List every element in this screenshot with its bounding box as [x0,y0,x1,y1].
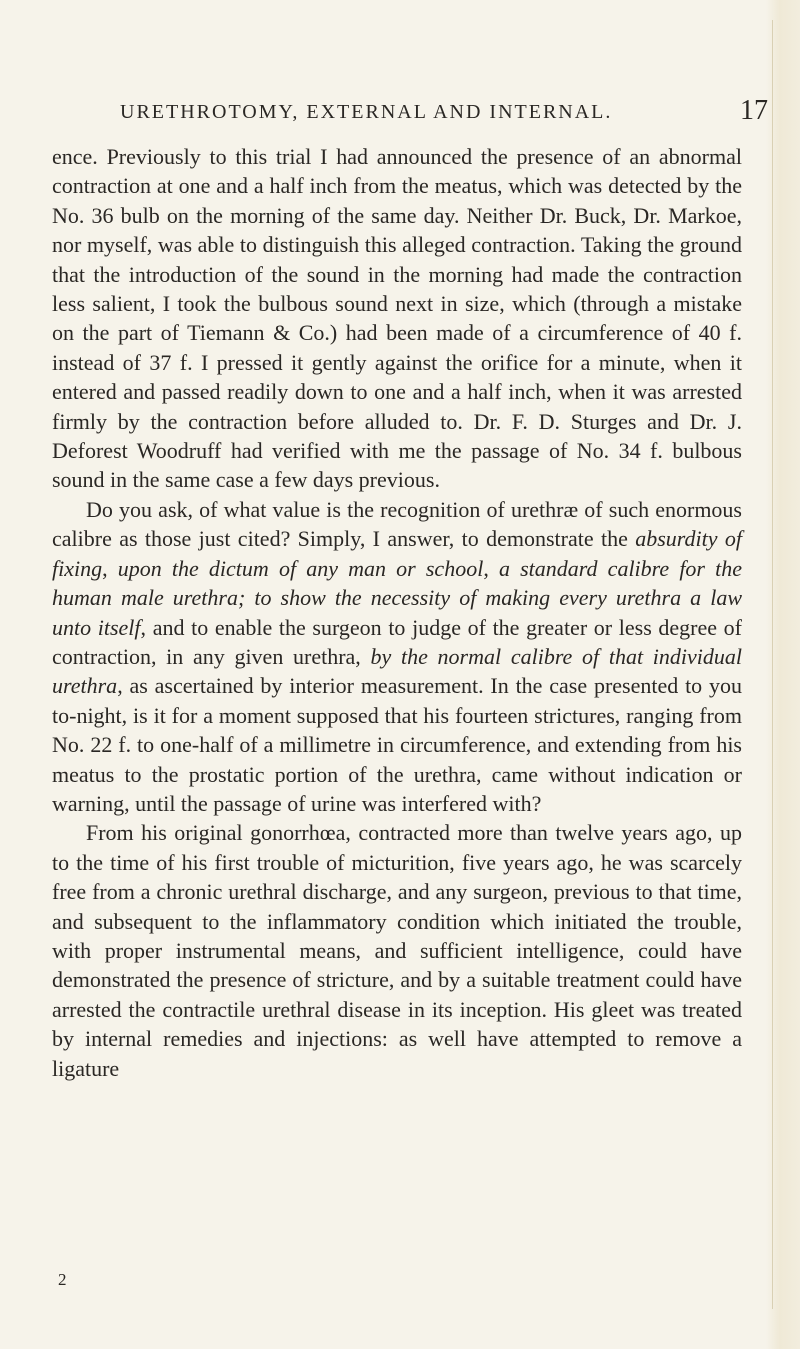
page-edge-shadow [766,0,800,1349]
paragraph-2-text: , [483,555,499,581]
body-text [52,142,742,1083]
running-header [120,95,768,131]
paragraph-2 [52,495,742,818]
paragraph-2-text: , as ascertained by interior measurement. In the case presented to you to-night, is it for a moment supposed that his fourteen strictures, ranging from No. 22 f. to one-half of a millimetre in circumference, and extending from his meatus to the prostatic portion of the urethra, came without indication or warning, until the passage of urine was interfered with? [52,673,742,816]
paragraph-2-italic: a standard calibre for the human male urethra; to show the necessity of making every urethra a law unto itself [52,555,743,640]
page-number: 17 [740,95,768,126]
running-title: URETHROTOMY, EXTERNAL AND INTERNAL. [120,101,613,123]
paragraph-1: ence. Previously to this trial I had announced the presence of an abnormal contraction at one and a half inch from the meatus, which was detected by the No. 36 bulb on the morning of the same day. Neither Dr. Buck, Dr. Markoe, nor myself, was able to distinguish this alleged contraction. Taking the ground that the introduction of the sound in the morning had made the contraction less salient, I took the bulbous sound next in size, which (through a mistake on the part of Tiemann & Co.) had been made of a circumference of 40 f. instead of 37 f. I pressed it gently against the orifice for a minute, when it entered and passed readily down to one and a half inch, when it was arrested firmly by the contraction before alluded to. Dr. F. D. Sturges and Dr. J. Deforest Woodruff had verified with me the passage of No. 34 f. bulbous sound in the same case a few days previous. [52,144,742,493]
paragraph-2-text: , [102,555,118,581]
paragraph-2-text: Do you ask, of what value is the recognition of urethræ of such enormous calibre as those just cited? Simply, I answer, to demonstrate the [52,496,742,552]
paragraph-2-italic: by the normal calibre of that individual urethra [52,643,742,699]
paragraph-2-text: , and to enable the surgeon to judge of the greater or less degree of contraction, in any given urethra, [52,614,742,669]
paragraph-2-italic: absurdity of fixing [52,526,742,581]
paragraph-2-italic: upon the dictum of any man or school [117,555,484,581]
signature-mark: 2 [58,1270,67,1289]
paragraph-3: From his original gonorrhœa, contracted more than twelve years ago, up to the time of his first trouble of micturition, five years ago, he was scarcely free from a chronic urethral discharge, and any surgeon, previous to that time, and subsequent to the inflammatory condition which initiated the trouble, with proper instrumental means, and sufficient intelligence, could have demonstrated the presence of stricture, and by a suitable treatment could have arrested the contractile urethral disease in its inception. His gleet was treated by internal remedies and injections: as well have attempted to remove a ligature [52,820,742,1081]
